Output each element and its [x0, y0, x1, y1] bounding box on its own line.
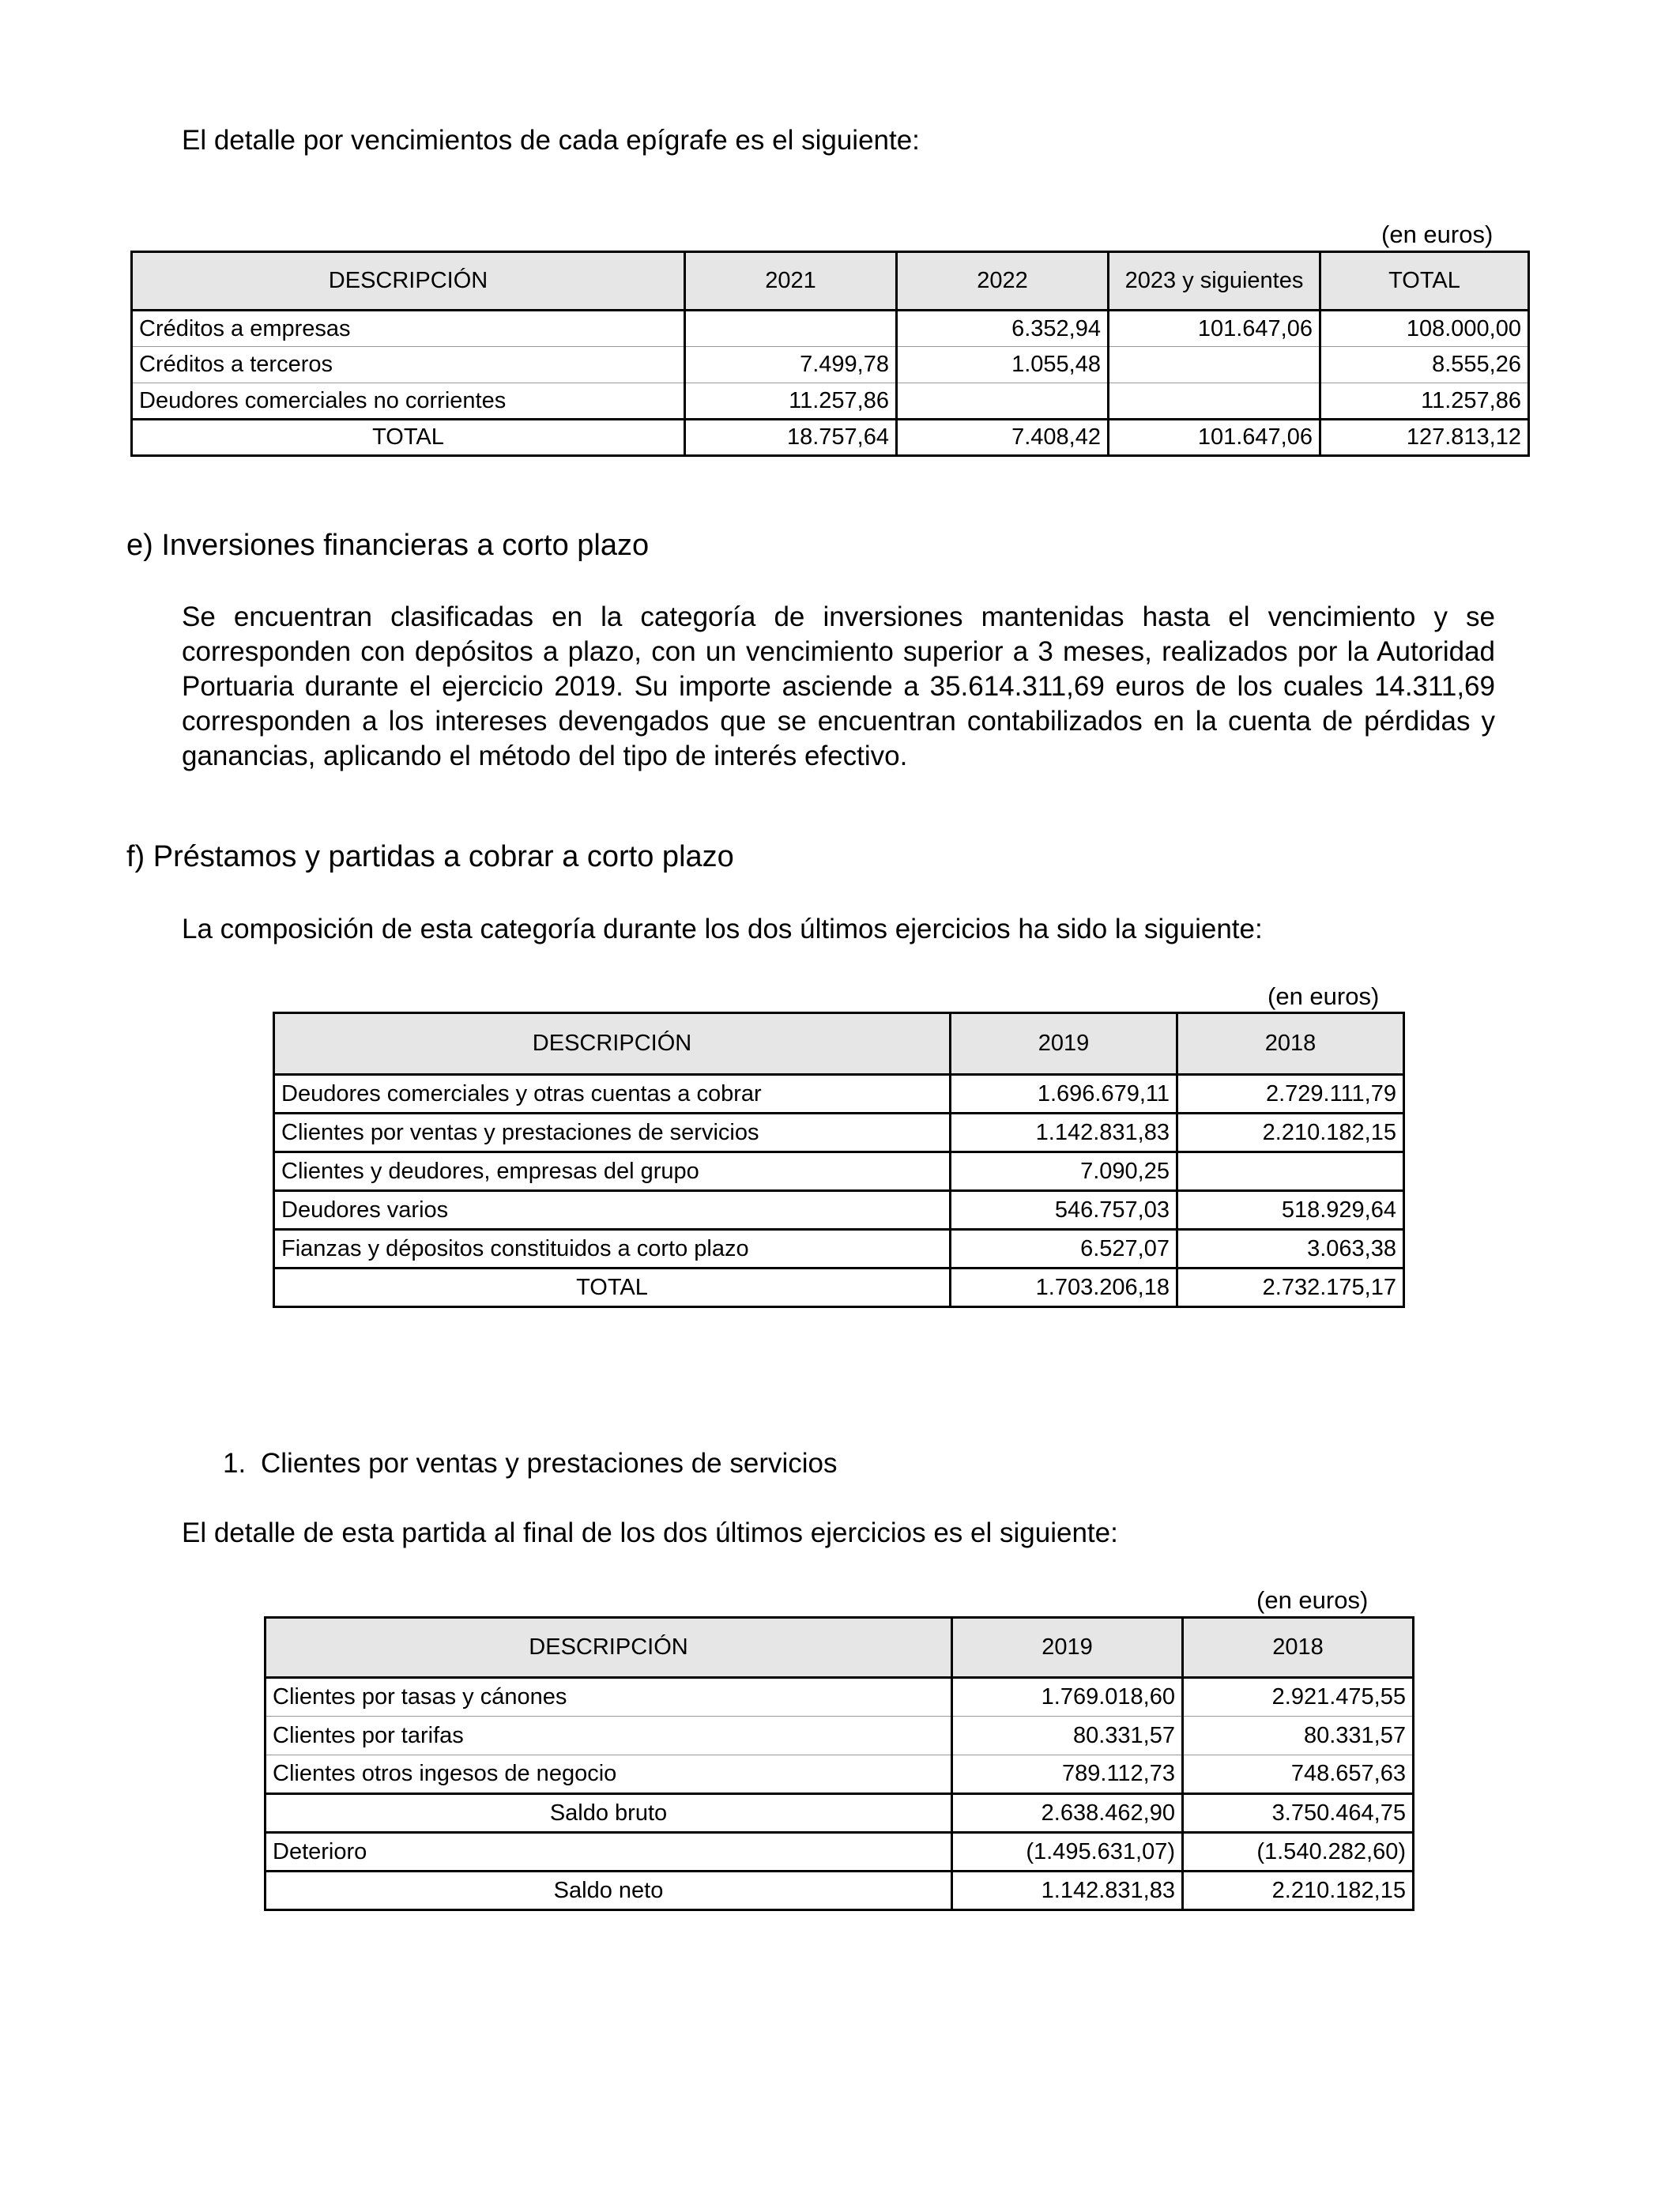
row-label: Créditos a empresas: [132, 311, 685, 347]
table-row: [274, 1152, 1404, 1191]
cell-value: 3.063,38: [1177, 1230, 1404, 1269]
cell-value: 7.499,78: [685, 347, 897, 383]
cell-value: 101.647,06: [1109, 311, 1320, 347]
total-label: TOTAL: [132, 420, 685, 456]
header-description: DESCRIPCIÓN: [132, 252, 685, 311]
section-f-intro: La composición de esta categoría durante los dos últimos ejercicios ha sido la siguiente:: [182, 914, 1263, 944]
table-row: [132, 311, 1529, 347]
row-label: Créditos a terceros: [132, 347, 685, 383]
table-total-row: [132, 420, 1529, 456]
cell-value: 2.921.475,55: [1183, 1678, 1414, 1717]
subtotal-label: Saldo bruto: [266, 1794, 952, 1833]
table-row: [266, 1755, 1414, 1794]
row-label: Deudores comerciales no corrientes: [132, 383, 685, 420]
row-label: Clientes otros ingesos de negocio: [266, 1755, 952, 1794]
unit-label-table2: (en euros): [1268, 982, 1380, 1010]
table-row: [132, 347, 1529, 383]
cell-value: 1.142.831,83: [952, 1872, 1183, 1910]
table-header-row: [266, 1618, 1414, 1678]
cell-value: 11.257,86: [685, 383, 897, 420]
table-row: [274, 1114, 1404, 1152]
section-e-paragraph: Se encuentran clasificadas en la categoría de inversiones mantenidas hasta el vencimiento y se corresponden con depósitos a plazo, con un vencimiento superior a 3 meses, realizados por la Autoridad Portuaria durante el ejercicio 2019. Su importe asciende a 35.614.311,69 euros de los cuales 14.311,69 corresponden a los intereses devengados que se encuentran contabilizados en la cuenta de pérdidas y ganancias, aplicando el método del tipo de interés efectivo.: [182, 601, 1495, 771]
intro-text: El detalle por vencimientos de cada epígrafe es el siguiente:: [182, 125, 920, 156]
header-description: DESCRIPCIÓN: [274, 1013, 951, 1075]
row-label: Clientes y deudores, empresas del grupo: [274, 1152, 951, 1191]
cell-value: 1.703.206,18: [951, 1269, 1177, 1307]
table-row: [266, 1833, 1414, 1872]
maturity-table: [130, 251, 1530, 457]
header-description: DESCRIPCIÓN: [266, 1618, 952, 1678]
cell-value: 2.729.111,79: [1177, 1075, 1404, 1114]
header-2022: 2022: [897, 252, 1109, 311]
cell-value: 108.000,00: [1320, 311, 1529, 347]
cell-value: 2.732.175,17: [1177, 1269, 1404, 1307]
row-label: Deudores varios: [274, 1191, 951, 1230]
cell-value: 127.813,12: [1320, 420, 1529, 456]
cell-value: 18.757,64: [685, 420, 897, 456]
table-subtotal-row: [266, 1794, 1414, 1833]
cell-value: 7.090,25: [951, 1152, 1177, 1191]
row-label: Clientes por ventas y prestaciones de servicios: [274, 1114, 951, 1152]
header-2018: 2018: [1183, 1618, 1414, 1678]
cell-value: 518.929,64: [1177, 1191, 1404, 1230]
subsection-intro: El detalle de esta partida al final de los dos últimos ejercicios es el siguiente:: [182, 1517, 1118, 1548]
unit-label-table3: (en euros): [1256, 1586, 1369, 1614]
section-f-heading: f) Préstamos y partidas a cobrar a corto plazo: [126, 840, 734, 873]
table-header-row: [132, 252, 1529, 311]
table-row: [132, 383, 1529, 420]
table-row: [266, 1717, 1414, 1755]
cell-value: [685, 311, 897, 347]
cell-value: 7.408,42: [897, 420, 1109, 456]
cell-value: 2.210.182,15: [1177, 1114, 1404, 1152]
cell-value: [897, 383, 1109, 420]
table-total-row: [266, 1872, 1414, 1910]
header-2021: 2021: [685, 252, 897, 311]
section-e-heading: e) Inversiones financieras a corto plazo: [126, 529, 650, 562]
cell-value: 1.696.679,11: [951, 1075, 1177, 1114]
cell-value: 101.647,06: [1109, 420, 1320, 456]
cell-value: 2.638.462,90: [952, 1794, 1183, 1833]
cell-value: 80.331,57: [952, 1717, 1183, 1755]
unit-label-table1: (en euros): [1381, 221, 1494, 248]
cell-value: (1.495.631,07): [952, 1833, 1183, 1872]
cell-value: 1.055,48: [897, 347, 1109, 383]
cell-value: 2.210.182,15: [1183, 1872, 1414, 1910]
header-total: TOTAL: [1320, 252, 1529, 311]
cell-value: [1109, 383, 1320, 420]
cell-value: 6.352,94: [897, 311, 1109, 347]
header-2019: 2019: [951, 1013, 1177, 1075]
table-row: [274, 1230, 1404, 1269]
header-2023-onwards: 2023 y siguientes: [1109, 252, 1320, 311]
total-label: TOTAL: [274, 1269, 951, 1307]
cell-value: 546.757,03: [951, 1191, 1177, 1230]
row-label: Clientes por tasas y cánones: [266, 1678, 952, 1717]
cell-value: 8.555,26: [1320, 347, 1529, 383]
table-row: [274, 1191, 1404, 1230]
cell-value: [1177, 1152, 1404, 1191]
row-label: Clientes por tarifas: [266, 1717, 952, 1755]
cell-value: 3.750.464,75: [1183, 1794, 1414, 1833]
cell-value: 1.142.831,83: [951, 1114, 1177, 1152]
table-row: [266, 1678, 1414, 1717]
table-total-row: [274, 1269, 1404, 1307]
header-2019: 2019: [952, 1618, 1183, 1678]
row-label: Fianzas y dépositos constituidos a corto plazo: [274, 1230, 951, 1269]
cell-value: 11.257,86: [1320, 383, 1529, 420]
cell-value: 6.527,07: [951, 1230, 1177, 1269]
cell-value: 1.769.018,60: [952, 1678, 1183, 1717]
header-2018: 2018: [1177, 1013, 1404, 1075]
cell-value: 789.112,73: [952, 1755, 1183, 1794]
cell-value: 748.657,63: [1183, 1755, 1414, 1794]
row-label: Deterioro: [266, 1833, 952, 1872]
subsection-heading: Clientes por ventas y prestaciones de servicios: [261, 1448, 838, 1479]
cell-value: 80.331,57: [1183, 1717, 1414, 1755]
cell-value: [1109, 347, 1320, 383]
row-label: Deudores comerciales y otras cuentas a cobrar: [274, 1075, 951, 1114]
clients-detail-table: [264, 1616, 1414, 1911]
receivables-table: [273, 1012, 1405, 1308]
cell-value: (1.540.282,60): [1183, 1833, 1414, 1872]
table-header-row: [274, 1013, 1404, 1075]
total-label: Saldo neto: [266, 1872, 952, 1910]
table-row: [274, 1075, 1404, 1114]
subsection-number: 1.: [223, 1448, 247, 1479]
